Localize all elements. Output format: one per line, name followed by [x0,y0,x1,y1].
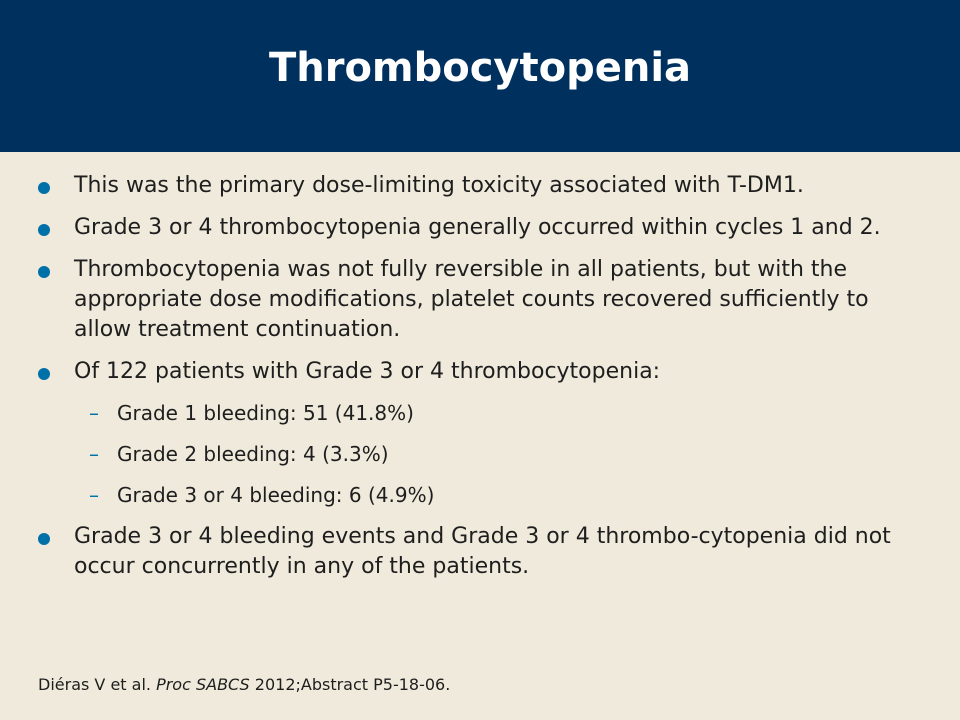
sub-bullet-list [38,399,918,509]
sub-bullet-item [38,481,918,509]
bullet-dot-icon [38,224,50,236]
sub-bullet-item [38,399,918,427]
bullet-text: Grade 3 or 4 bleeding events and Grade 3 or 4 thrombo-cytopenia did not occur concurrently in any of the patients. [74,524,891,579]
bullet-text: Thrombocytopenia was not fully reversible in all patients, but with the appropriate dose modifications, platelet counts recovered sufficiently to allow treatment continuation. [74,257,869,342]
sub-bullet-text: Grade 1 bleeding: 51 (41.8%) [117,401,414,425]
citation-details: 2012;Abstract P5-18-06. [254,675,451,694]
dash-icon: – [89,483,99,507]
bullet-text: This was the primary dose-limiting toxicity associated with T-DM1. [74,173,804,198]
bullet-dot-icon [38,266,50,278]
sub-bullet-text: Grade 2 bleeding: 4 (3.3%) [117,442,389,466]
sub-bullet-text: Grade 3 or 4 bleeding: 6 (4.9%) [117,483,435,507]
bullet-dot-icon [38,182,50,194]
citation-authors: Diéras V et al. [38,675,151,694]
bullet-item [38,357,918,387]
bullet-item [38,213,918,243]
slide-content [38,171,918,594]
bullet-dot-icon [38,368,50,380]
sub-bullet-item [38,440,918,468]
bullet-text: Grade 3 or 4 thrombocytopenia generally occurred within cycles 1 and 2. [74,215,881,240]
bullet-item [38,171,918,201]
slide-title: Thrombocytopenia [268,45,692,91]
dash-icon: – [89,442,99,466]
citation [38,674,450,696]
citation-journal: Proc SABCS [156,675,250,694]
bullet-text: Of 122 patients with Grade 3 or 4 thrombocytopenia: [74,359,661,384]
bullet-dot-icon [38,533,50,545]
bullet-item [38,522,918,582]
dash-icon: – [89,401,99,425]
bullet-item [38,255,918,345]
